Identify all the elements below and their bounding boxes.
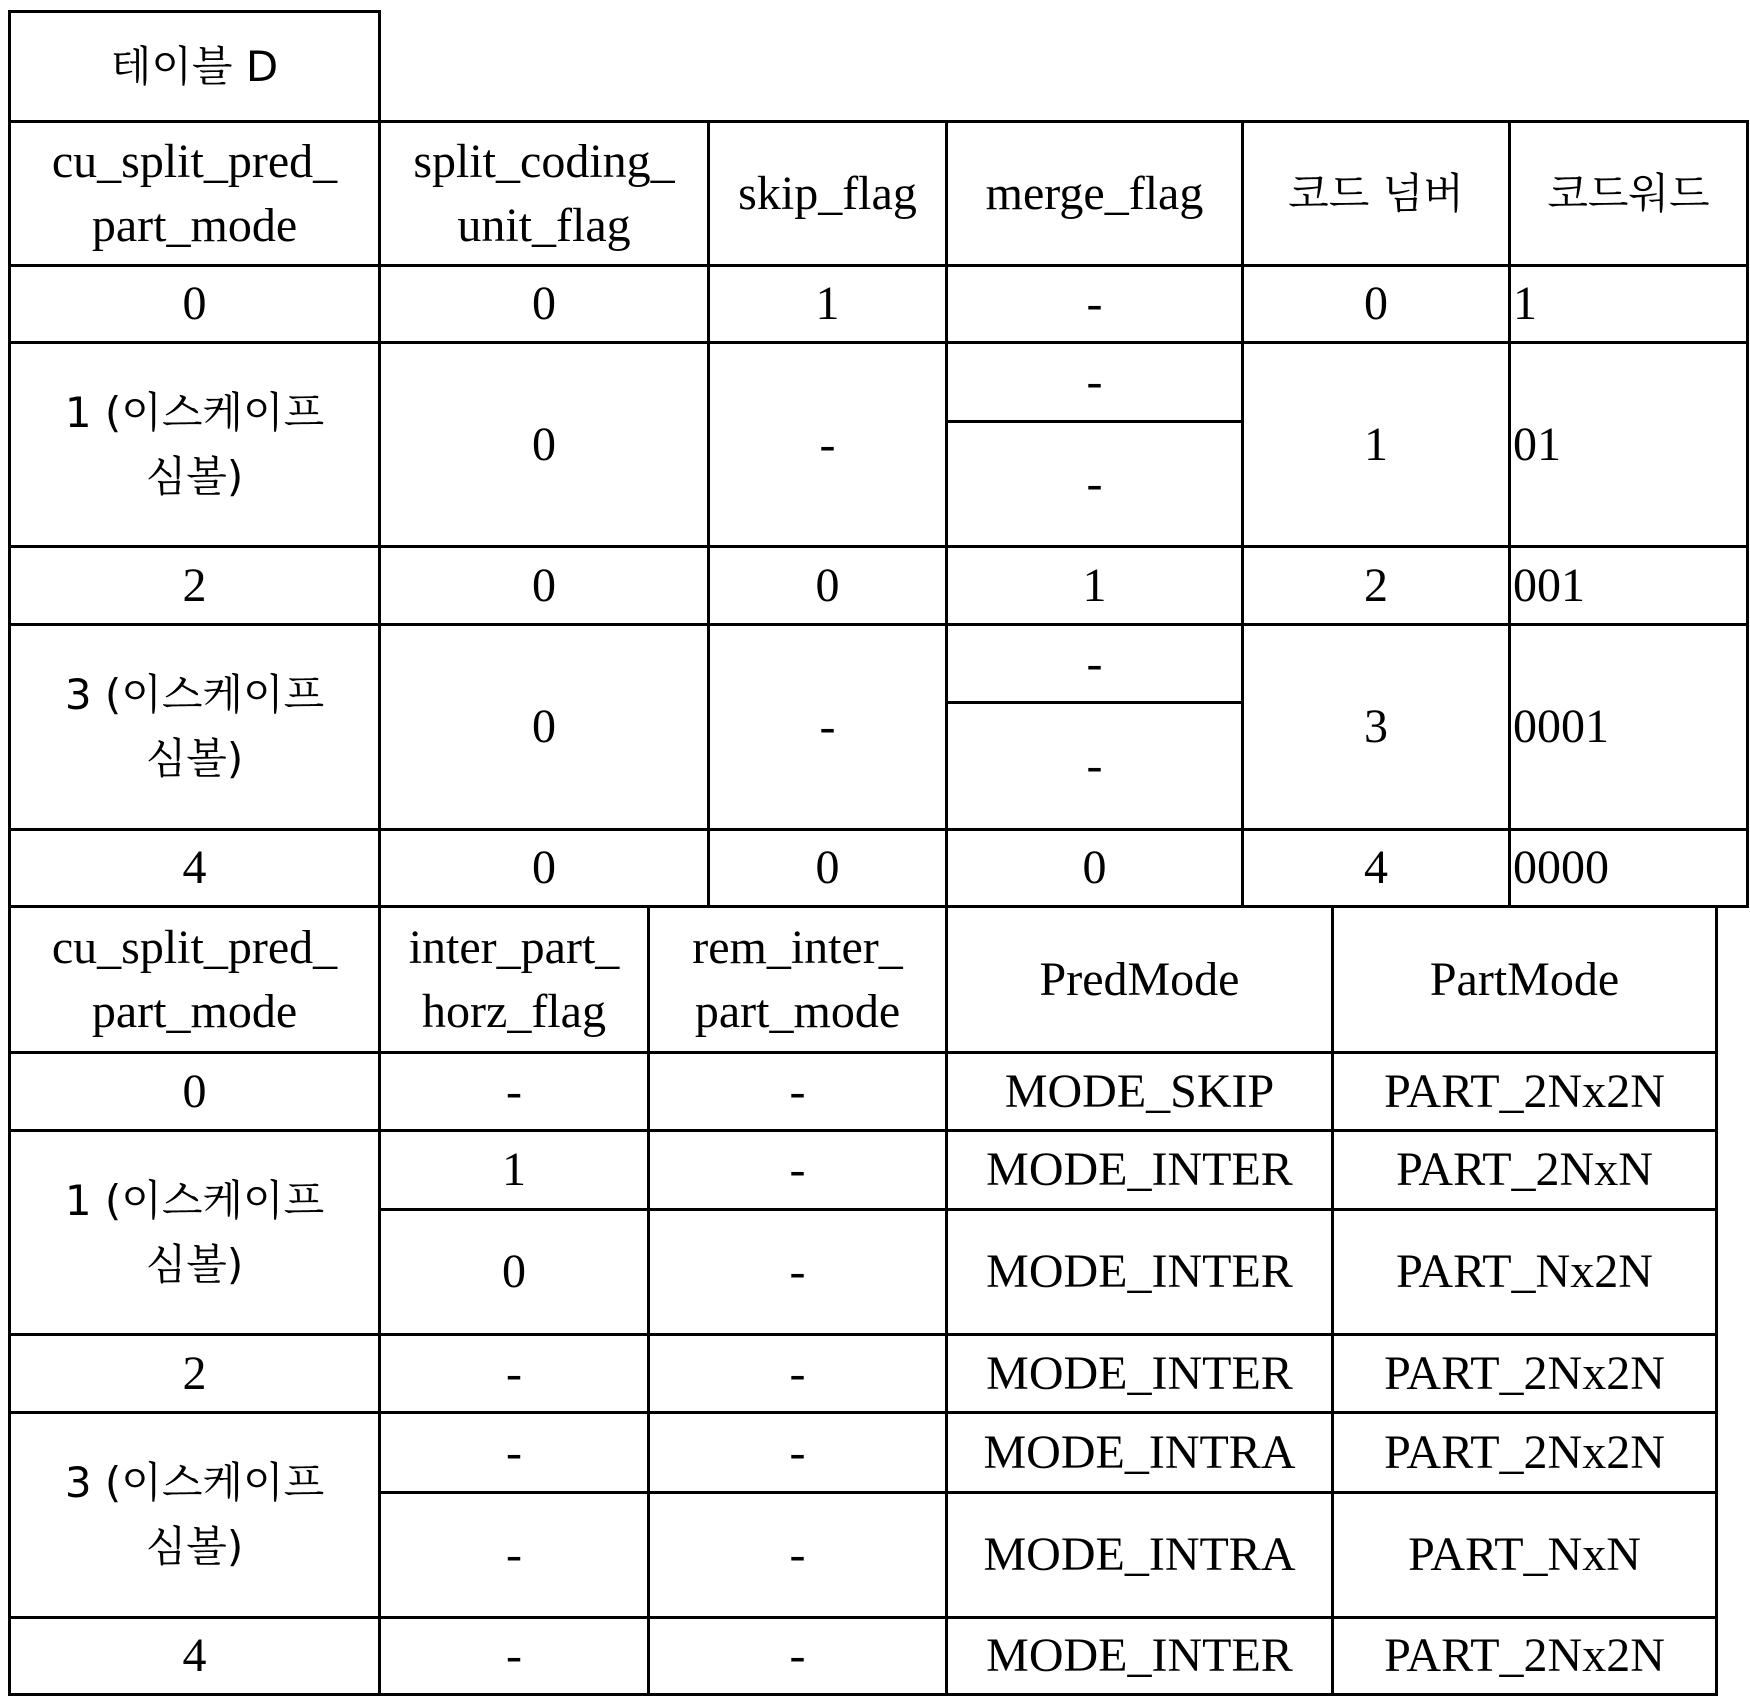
inter-part-horz-flag-cell-text: 1 (502, 1138, 526, 1202)
part-mode-cell (1331, 1208, 1718, 1336)
top-codeword-cell (1508, 264, 1749, 344)
rem-inter-part-mode-cell-text: - (790, 1523, 806, 1587)
top-code-number-cell-text: 0 (1364, 272, 1388, 336)
top-skip-flag-cell-text: 0 (816, 554, 840, 618)
rem-inter-part-mode-cell (647, 1411, 948, 1494)
bottom-mode-cell-text: 2 (183, 1342, 207, 1406)
top-header-cell-text: 코드워드 (1547, 162, 1709, 226)
bottom-mode-cell (8, 1616, 381, 1696)
top-header-cell (378, 120, 710, 267)
top-split-flag-cell-text: 0 (532, 413, 556, 477)
top-header-cell-text: 코드 넘버 (1288, 162, 1464, 226)
top-mode-cell (8, 264, 381, 344)
rem-inter-part-mode-cell (647, 1333, 948, 1414)
top-code-number-cell (1241, 341, 1511, 548)
bottom-mode-cell (8, 1333, 381, 1414)
pred-mode-cell-text: MODE_INTRA (984, 1421, 1296, 1485)
top-split-flag-cell (378, 623, 710, 831)
part-mode-cell (1331, 1333, 1718, 1414)
pred-mode-cell (945, 1491, 1334, 1619)
top-header-cell (8, 120, 381, 267)
part-mode-cell (1331, 1616, 1718, 1696)
top-merge-flag-cell (945, 701, 1244, 831)
top-skip-flag-cell-text: - (820, 413, 836, 477)
pred-mode-cell (945, 1208, 1334, 1336)
top-merge-flag-cell (945, 420, 1244, 548)
top-split-flag-cell-text: 0 (532, 836, 556, 900)
pred-mode-cell (945, 1411, 1334, 1494)
top-codeword-cell (1508, 545, 1749, 626)
top-mode-cell (8, 341, 381, 548)
top-mode-cell (8, 545, 381, 626)
bottom-header-cell-text: PartMode (1430, 948, 1619, 1012)
rem-inter-part-mode-cell (647, 1129, 948, 1211)
pred-mode-cell-text: MODE_INTER (986, 1624, 1293, 1688)
top-split-flag-cell (378, 545, 710, 626)
bottom-header-cell (647, 905, 948, 1054)
top-merge-flag-cell (945, 545, 1244, 626)
inter-part-horz-flag-cell-text: - (506, 1523, 522, 1587)
bottom-header-cell-text: inter_part_ horz_flag (409, 916, 620, 1044)
top-header-cell (1241, 120, 1511, 267)
part-mode-cell-text: PART_2Nx2N (1384, 1342, 1665, 1406)
top-header-cell (1508, 120, 1749, 267)
top-merge-flag-cell (945, 341, 1244, 423)
top-merge-flag-cell-text: - (1087, 734, 1103, 798)
top-codeword-cell-text: 0000 (1513, 836, 1609, 900)
part-mode-cell (1331, 1491, 1718, 1619)
top-merge-flag-cell-text: - (1087, 272, 1103, 336)
top-skip-flag-cell (707, 545, 948, 626)
top-header-cell-text: cu_split_pred_ part_mode (52, 130, 337, 258)
top-codeword-cell-text: 1 (1513, 272, 1537, 336)
bottom-mode-cell-text: 0 (183, 1060, 207, 1124)
part-mode-cell-text: PART_2Nx2N (1384, 1421, 1665, 1485)
rem-inter-part-mode-cell (647, 1616, 948, 1696)
top-skip-flag-cell (707, 264, 948, 344)
inter-part-horz-flag-cell (378, 1411, 650, 1494)
top-mode-cell-text: 2 (183, 554, 207, 618)
top-header-cell (945, 120, 1244, 267)
bottom-header-cell (8, 905, 381, 1054)
top-split-flag-cell-text: 0 (532, 272, 556, 336)
top-mode-cell-text: 4 (183, 836, 207, 900)
part-mode-cell-text: PART_2Nx2N (1384, 1060, 1665, 1124)
top-code-number-cell-text: 2 (1364, 554, 1388, 618)
top-mode-cell (8, 623, 381, 831)
pred-mode-cell-text: MODE_INTRA (984, 1523, 1296, 1587)
rem-inter-part-mode-cell-text: - (790, 1138, 806, 1202)
top-split-flag-cell (378, 828, 710, 908)
top-code-number-cell-text: 4 (1364, 836, 1388, 900)
bottom-header-cell-text: cu_split_pred_ part_mode (52, 916, 337, 1044)
bottom-mode-cell (8, 1129, 381, 1336)
pred-mode-cell (945, 1616, 1334, 1696)
inter-part-horz-flag-cell (378, 1616, 650, 1696)
part-mode-cell (1331, 1129, 1718, 1211)
top-skip-flag-cell-text: - (820, 695, 836, 759)
bottom-mode-cell-text: 1 (이스케이프 심볼) (65, 1169, 324, 1297)
top-split-flag-cell (378, 264, 710, 344)
top-skip-flag-cell (707, 623, 948, 831)
inter-part-horz-flag-cell-text: - (506, 1342, 522, 1406)
table-title (8, 10, 381, 123)
inter-part-horz-flag-cell (378, 1129, 650, 1211)
bottom-header-cell-text: PredMode (1040, 948, 1240, 1012)
bottom-mode-cell-text: 3 (이스케이프 심볼) (65, 1451, 324, 1579)
top-split-flag-cell-text: 0 (532, 695, 556, 759)
inter-part-horz-flag-cell-text: - (506, 1421, 522, 1485)
top-skip-flag-cell-text: 0 (816, 836, 840, 900)
part-mode-cell-text: PART_NxN (1408, 1523, 1641, 1587)
bottom-header-cell (1331, 905, 1718, 1054)
top-skip-flag-cell-text: 1 (816, 272, 840, 336)
part-mode-cell-text: PART_2Nx2N (1384, 1624, 1665, 1688)
top-codeword-cell (1508, 828, 1749, 908)
top-header-cell-text: split_coding_ unit_flag (413, 130, 674, 258)
top-merge-flag-cell-text: - (1087, 350, 1103, 414)
table-title-text: 테이블 D (111, 35, 278, 99)
rem-inter-part-mode-cell (647, 1491, 948, 1619)
top-skip-flag-cell (707, 341, 948, 548)
rem-inter-part-mode-cell-text: - (790, 1060, 806, 1124)
top-split-flag-cell (378, 341, 710, 548)
top-code-number-cell (1241, 264, 1511, 344)
pred-mode-cell-text: MODE_INTER (986, 1240, 1293, 1304)
pred-mode-cell-text: MODE_SKIP (1005, 1060, 1274, 1124)
rem-inter-part-mode-cell (647, 1051, 948, 1132)
bottom-header-cell (378, 905, 650, 1054)
top-merge-flag-cell-text: - (1087, 632, 1103, 696)
part-mode-cell (1331, 1411, 1718, 1494)
top-mode-cell (8, 828, 381, 908)
rem-inter-part-mode-cell-text: - (790, 1342, 806, 1406)
top-codeword-cell (1508, 623, 1749, 831)
inter-part-horz-flag-cell (378, 1051, 650, 1132)
inter-part-horz-flag-cell-text: - (506, 1060, 522, 1124)
pred-mode-cell (945, 1333, 1334, 1414)
top-split-flag-cell-text: 0 (532, 554, 556, 618)
top-codeword-cell (1508, 341, 1749, 548)
bottom-mode-cell-text: 4 (183, 1624, 207, 1688)
top-header-cell (707, 120, 948, 267)
top-skip-flag-cell (707, 828, 948, 908)
pred-mode-cell-text: MODE_INTER (986, 1138, 1293, 1202)
inter-part-horz-flag-cell (378, 1491, 650, 1619)
top-codeword-cell-text: 01 (1513, 413, 1561, 477)
top-mode-cell-text: 0 (183, 272, 207, 336)
top-code-number-cell (1241, 545, 1511, 626)
rem-inter-part-mode-cell-text: - (790, 1421, 806, 1485)
rem-inter-part-mode-cell (647, 1208, 948, 1336)
bottom-header-cell-text: rem_inter_ part_mode (692, 916, 903, 1044)
pred-mode-cell-text: MODE_INTER (986, 1342, 1293, 1406)
part-mode-cell-text: PART_2NxN (1396, 1138, 1653, 1202)
top-code-number-cell-text: 3 (1364, 695, 1388, 759)
part-mode-cell (1331, 1051, 1718, 1132)
bottom-header-cell (945, 905, 1334, 1054)
top-merge-flag-cell (945, 264, 1244, 344)
part-mode-cell-text: PART_Nx2N (1396, 1240, 1653, 1304)
top-merge-flag-cell-text: 0 (1083, 836, 1107, 900)
top-merge-flag-cell (945, 828, 1244, 908)
inter-part-horz-flag-cell-text: 0 (502, 1240, 526, 1304)
top-merge-flag-cell-text: 1 (1083, 554, 1107, 618)
top-code-number-cell (1241, 828, 1511, 908)
pred-mode-cell (945, 1129, 1334, 1211)
inter-part-horz-flag-cell (378, 1333, 650, 1414)
top-mode-cell-text: 3 (이스케이프 심볼) (65, 663, 324, 791)
top-mode-cell-text: 1 (이스케이프 심볼) (65, 381, 324, 509)
inter-part-horz-flag-cell (378, 1208, 650, 1336)
top-header-cell-text: skip_flag (738, 162, 917, 226)
top-merge-flag-cell-text: - (1087, 452, 1103, 516)
pred-mode-cell (945, 1051, 1334, 1132)
top-codeword-cell-text: 001 (1513, 554, 1585, 618)
top-code-number-cell-text: 1 (1364, 413, 1388, 477)
bottom-mode-cell (8, 1411, 381, 1619)
inter-part-horz-flag-cell-text: - (506, 1624, 522, 1688)
rem-inter-part-mode-cell-text: - (790, 1624, 806, 1688)
bottom-mode-cell (8, 1051, 381, 1132)
top-merge-flag-cell (945, 623, 1244, 704)
top-code-number-cell (1241, 623, 1511, 831)
rem-inter-part-mode-cell-text: - (790, 1240, 806, 1304)
top-header-cell-text: merge_flag (986, 162, 1204, 226)
top-codeword-cell-text: 0001 (1513, 695, 1609, 759)
